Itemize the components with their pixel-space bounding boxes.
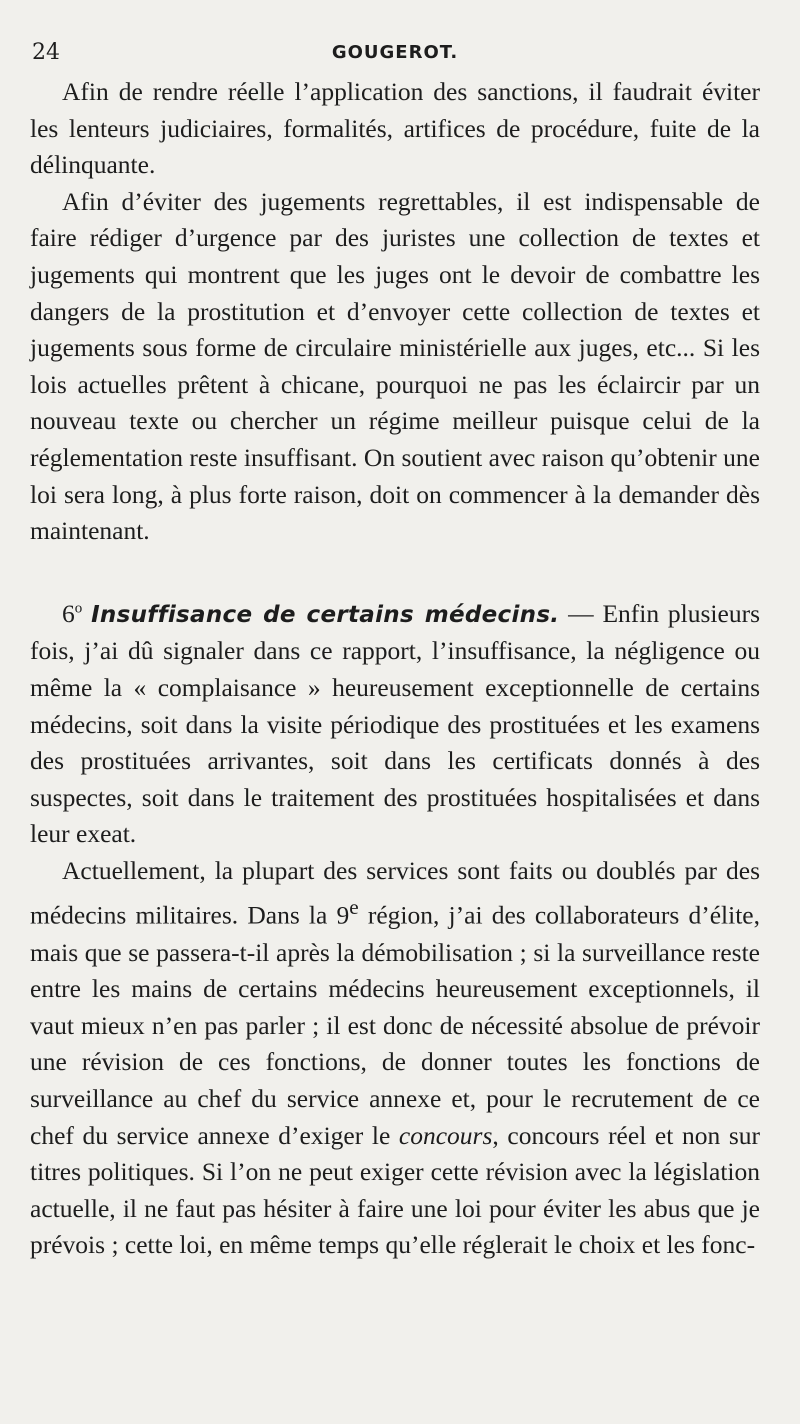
body-text <box>30 74 760 1264</box>
paragraph-insuffisance <box>30 596 760 853</box>
section-number: 6$^o$ <box>62 598 83 628</box>
paragraph-jugements: Afin d’éviter des jugements regrettables, il est indispensable de faire rédiger d’urgence par des juristes une collection de textes et jugements qui montrent que les juges ont le devoir de combattre les dangers de la prostitution et d’envoyer cette collection de textes et jugements sous forme de circulaire ministérielle aux juges, etc... Si les lois actuelles prêtent à chicane, pourquoi ne pas les éclaircir par un nouveau texte ou chercher un régime meilleur puisque celui de la réglementation reste insuffisant. On soutient avec raison qu’obtenir une loi sera long, à plus forte raison, doit on commencer à la demander dès maintenant. <box>30 186 760 546</box>
superscript: e <box>349 895 359 920</box>
page-number: 24 <box>32 40 60 65</box>
italic-concours: concours <box>398 1120 493 1150</box>
section-gap <box>30 550 760 596</box>
section-heading: Insuffisance de certains médecins. <box>91 601 560 628</box>
running-head <box>30 40 760 74</box>
running-title: GOUGEROT. <box>331 42 459 63</box>
section-text: — Enfin plusieurs fois, j’ai dû signaler dans ce rapport, l’insuffisance, la négligence ou même la « complaisance » heureusement exceptionnelle de certains médecins, soit dans la visite périodique des prostituées et les examens des prostituées arrivantes, soit dans les certificats donnés à des suspectes, soit dans le traitement des prostituées hospitalisées et dans leur exeat. <box>30 598 760 849</box>
paragraph-actuellement: Actuellement, la plupart des services sont faits ou doublés par des médecins militaires. Dans la 9e région, j’ai des collaborateurs d’élite, mais que se passera-t-il après la démobilisation ; si la surveillance reste entre les mains de certains médecins heureusement exceptionnels, il vaut mieux n’en pas parler ; il est donc de nécessité absolue de prévoir une révision de ces fonctions, de donner toutes les fonctions de surveillance au chef du service annexe et, pour le recrutement de ce chef du service annexe d’exiger le concours, concours réel et non sur titres politiques. Si l’on ne peut exiger cette révision avec la législation actuelle, il ne faut pas hésiter à faire une loi pour éviter les abus que je prévois ; cette loi, en même temps qu’elle réglerait le choix et les fonc- <box>30 855 760 1260</box>
paragraph-sanctions: Afin de rendre réelle l’application des sanctions, il faudrait éviter les lenteurs judiciaires, formalités, artifices de procédure, fuite de la délinquante. <box>30 77 760 180</box>
